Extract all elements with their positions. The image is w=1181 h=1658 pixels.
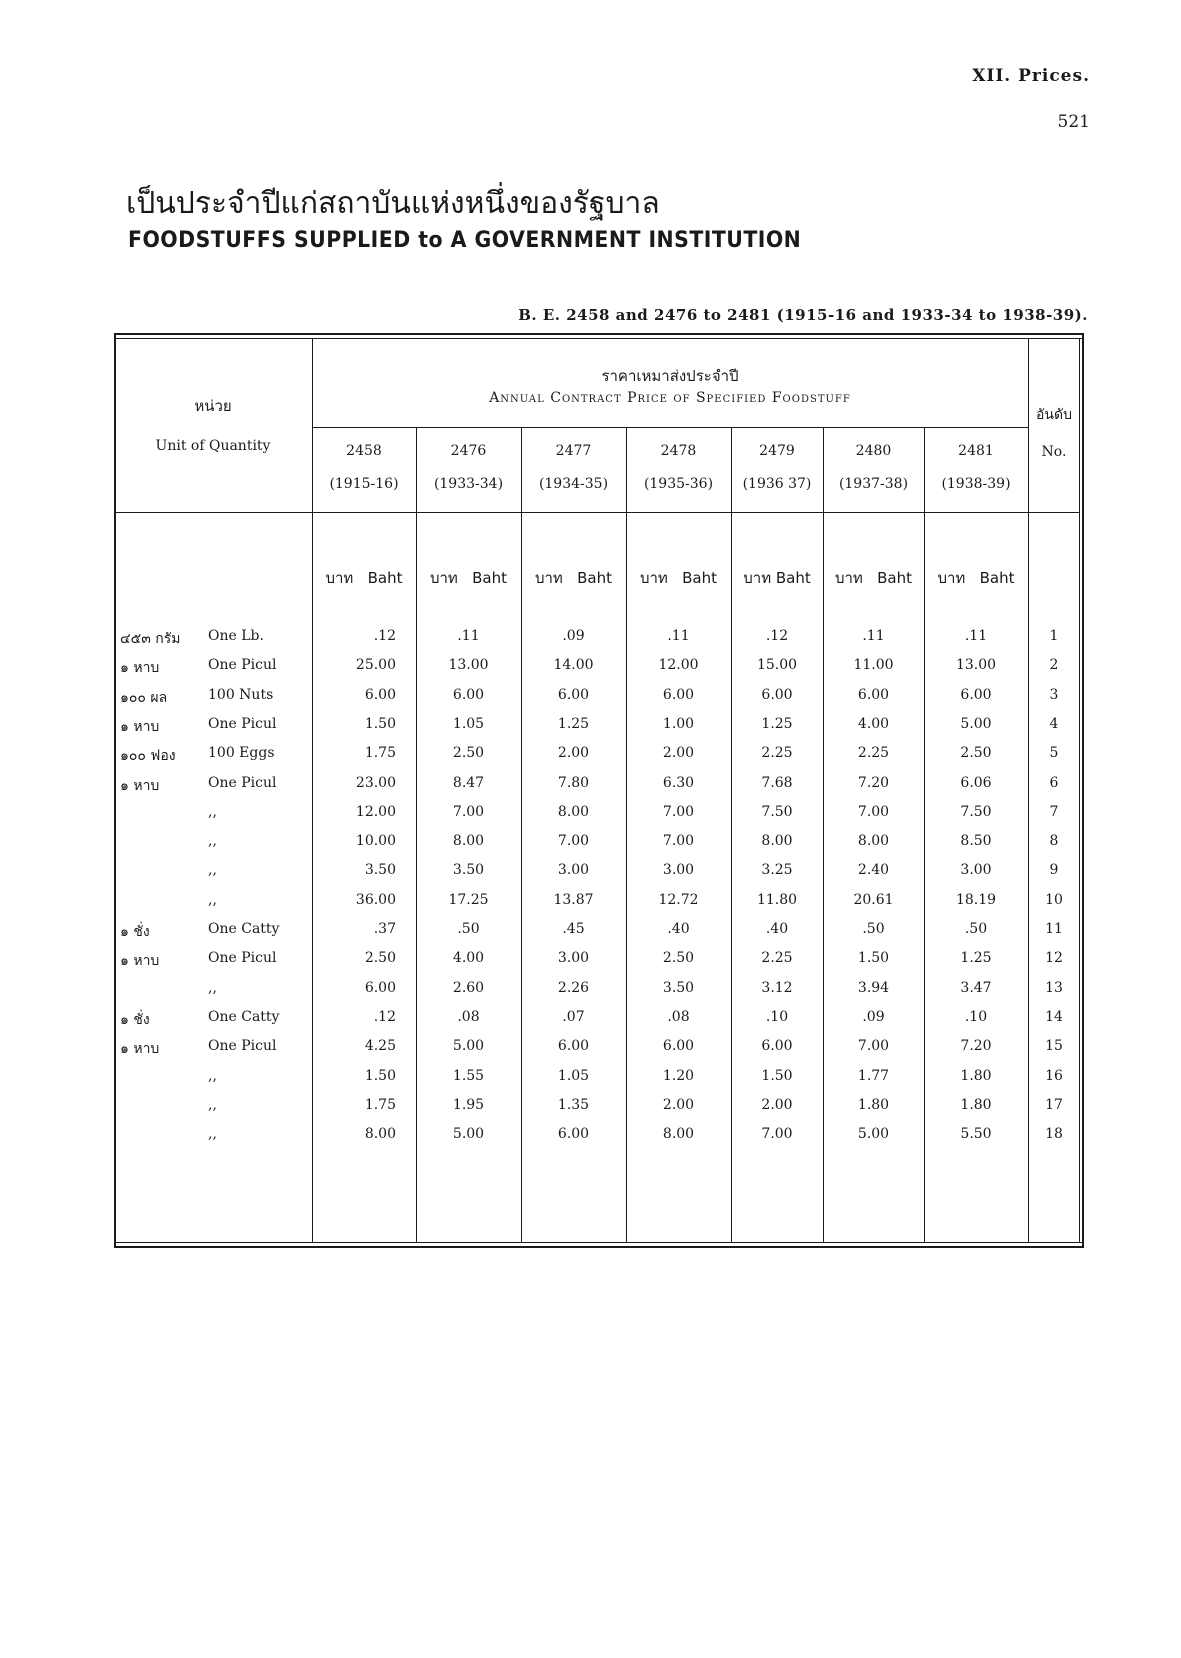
price-cell: 7.00: [452, 803, 485, 820]
price-cell: .12: [373, 1008, 396, 1025]
price-cell: 1.00: [662, 715, 695, 732]
unit-thai: ๔๕๓ กรัม: [120, 631, 181, 647]
price-cell: 1.80: [857, 1096, 890, 1113]
price-cell: 2.50: [960, 745, 992, 762]
frame-inner-bottom-rule: [114, 1242, 1084, 1243]
row-number: 7: [1049, 803, 1059, 820]
price-cell: 8.00: [761, 833, 793, 850]
price-cell: 6.00: [857, 686, 890, 703]
price-cell: 1.95: [452, 1096, 485, 1113]
price-cell: 13.87: [553, 891, 594, 908]
price-cell: 6.00: [557, 686, 590, 703]
unit-english: 100 Nuts: [208, 686, 274, 703]
price-cell: 4.00: [857, 715, 890, 732]
price-cell: 7.00: [662, 803, 695, 820]
price-cell: 7.80: [557, 774, 590, 791]
price-cell: 17.25: [448, 891, 489, 908]
unit-thai: ๑ ชั่ง: [120, 1011, 150, 1028]
price-cell: 1.05: [557, 1067, 590, 1084]
price-header-english: Annual Contract Price of Specified Foodstuff: [489, 390, 851, 406]
price-cell: 10.00: [355, 833, 396, 850]
unit-english: 100 Eggs: [208, 745, 275, 762]
unit-thai: ๑ หาบ: [120, 660, 160, 677]
currency-label: บาท Baht: [639, 569, 717, 587]
unit-header-english: Unit of Quantity: [155, 438, 271, 454]
price-cell: 1.80: [960, 1096, 992, 1113]
unit-english: One Picul: [208, 774, 277, 791]
unit-thai: ๑ หาบ: [120, 777, 160, 794]
price-cell: 7.00: [857, 1038, 890, 1055]
year-header-ad: (1936 37): [742, 476, 812, 492]
price-cell: 11.00: [853, 657, 894, 674]
price-cell: 2.26: [557, 979, 590, 996]
price-cell: 4.25: [364, 1038, 396, 1055]
unit-english: ,,: [208, 803, 217, 820]
year-header-ad: (1915-16): [329, 476, 399, 492]
price-cell: 2.00: [557, 745, 590, 762]
row-number: 1: [1049, 628, 1059, 644]
year-header-ad: (1937-38): [838, 476, 909, 492]
price-cell: 1.75: [364, 745, 396, 762]
price-cell: 1.77: [857, 1067, 890, 1084]
price-cell: 8.00: [557, 803, 590, 820]
year-header-be: 2478: [660, 443, 697, 459]
currency-label: บาท Baht: [429, 569, 507, 587]
unit-english: One Picul: [208, 1038, 277, 1055]
price-cell: 2.40: [857, 862, 890, 879]
unit-english: ,,: [208, 1126, 217, 1143]
price-cell: 1.50: [857, 950, 890, 967]
price-cell: 5.00: [452, 1038, 485, 1055]
year-header-be: 2476: [450, 443, 487, 459]
year-header-ad: (1938-39): [941, 476, 1011, 492]
price-cell: 1.55: [452, 1067, 485, 1084]
row-number: 12: [1045, 950, 1063, 967]
year-header-rule: [312, 427, 1028, 428]
price-cell: 5.00: [857, 1126, 890, 1143]
price-cell: 1.50: [364, 1067, 396, 1084]
price-cell: 1.20: [662, 1067, 695, 1084]
year-header-be: 2481: [958, 443, 994, 459]
price-cell: 23.00: [355, 774, 396, 791]
price-cell: 7.00: [857, 803, 890, 820]
price-cell: .11: [457, 628, 480, 644]
price-cell: 14.00: [553, 657, 594, 674]
price-cell: 2.50: [452, 745, 485, 762]
price-cell: 20.61: [853, 891, 894, 908]
price-cell: 7.20: [857, 774, 890, 791]
price-cell: 3.00: [557, 862, 590, 879]
price-cell: 6.00: [662, 1038, 695, 1055]
price-cell: 2.25: [857, 745, 890, 762]
unit-thai: ๑ หาบ: [120, 718, 160, 735]
year-header-be: 2477: [555, 443, 592, 459]
unit-thai: ๑๐๐ ผล: [120, 689, 168, 706]
unit-english: One Catty: [208, 1008, 280, 1025]
unit-thai: ๑ ชั่ง: [120, 924, 150, 940]
price-cell: 6.00: [662, 686, 695, 703]
price-cell: 8.50: [960, 833, 992, 850]
price-cell: 3.00: [960, 862, 992, 879]
price-cell: 13.00: [448, 657, 489, 674]
page-number: 521: [1057, 112, 1090, 132]
price-cell: 6.00: [364, 979, 396, 996]
price-cell: 7.68: [761, 774, 793, 791]
price-cell: 5.00: [452, 1126, 485, 1143]
price-cell: .09: [562, 628, 585, 644]
price-cell: 7.50: [761, 803, 793, 820]
price-cell: 8.00: [662, 1126, 695, 1143]
unit-english: ,,: [208, 862, 217, 879]
price-cell: .50: [457, 921, 480, 937]
price-cell: 3.12: [761, 979, 793, 996]
price-cell: 7.00: [662, 833, 695, 850]
row-number: 4: [1049, 715, 1059, 732]
title-thai: เป็นประจำปีแก่สถาบันแห่งหนึ่งของรัฐบาล: [126, 186, 660, 221]
price-cell: .11: [862, 628, 885, 644]
price-cell: 7.00: [557, 833, 590, 850]
unit-english: ,,: [208, 979, 217, 996]
price-cell: 6.00: [452, 686, 485, 703]
price-cell: .12: [373, 628, 396, 644]
currency-label: บาท Baht: [834, 569, 912, 587]
price-cell: 25.00: [355, 657, 396, 674]
title-english: FOODSTUFFS SUPPLIED to A GOVERNMENT INSTITUTION: [128, 228, 802, 253]
frame-inner-top-rule: [114, 338, 1084, 339]
price-cell: 6.00: [364, 686, 396, 703]
price-cell: 13.00: [955, 657, 997, 674]
row-number: 9: [1049, 862, 1059, 879]
price-cell: .37: [373, 921, 396, 937]
year-header-be: 2479: [759, 443, 795, 459]
year-header-ad: (1935-36): [643, 476, 714, 492]
row-number: 5: [1049, 745, 1059, 762]
price-cell: 8.00: [857, 833, 890, 850]
row-number: 16: [1045, 1067, 1063, 1084]
price-cell: 18.19: [955, 891, 997, 908]
unit-english: One Catty: [208, 921, 280, 937]
price-cell: 11.80: [756, 891, 798, 908]
price-cell: 3.25: [761, 862, 793, 879]
price-cell: 1.50: [364, 715, 396, 732]
row-number: 17: [1045, 1096, 1063, 1113]
price-cell: 1.05: [452, 715, 485, 732]
row-number: 8: [1049, 833, 1059, 850]
year-header-ad: (1934-35): [538, 476, 609, 492]
row-number: 14: [1045, 1008, 1063, 1025]
unit-english: ,,: [208, 891, 217, 908]
price-cell: 7.00: [761, 1126, 793, 1143]
price-cell: .10: [765, 1008, 789, 1025]
price-cell: 2.25: [761, 950, 793, 967]
price-cell: 2.00: [662, 1096, 695, 1113]
price-cell: .08: [457, 1008, 480, 1025]
price-cell: 1.25: [960, 950, 992, 967]
price-cell: 3.94: [857, 979, 890, 996]
price-cell: 12.00: [658, 657, 699, 674]
unit-english: One Picul: [208, 715, 277, 732]
price-cell: 6.00: [557, 1126, 590, 1143]
currency-label: บาท Baht: [743, 569, 811, 587]
unit-english: ,,: [208, 1067, 217, 1084]
price-cell: 3.50: [364, 862, 396, 879]
price-cell: .09: [862, 1008, 885, 1025]
header-bottom-rule: [114, 512, 1079, 513]
currency-label: บาท Baht: [534, 569, 612, 587]
year-header-be: 2480: [855, 443, 892, 459]
price-cell: 12.00: [355, 803, 396, 820]
currency-label: บาท Baht: [937, 569, 1015, 587]
no-header-thai: อันดับ: [1036, 407, 1072, 423]
price-cell: .40: [667, 921, 690, 937]
price-cell: .10: [964, 1008, 988, 1025]
price-cell: 6.06: [960, 774, 992, 791]
unit-thai: ๑๐๐ ฟอง: [120, 748, 176, 765]
price-cell: 2.00: [761, 1096, 793, 1113]
price-cell: 6.00: [960, 686, 992, 703]
price-cell: 6.30: [662, 774, 695, 791]
price-cell: 5.00: [960, 715, 992, 732]
row-number: 6: [1049, 774, 1059, 791]
unit-english: One Picul: [208, 950, 277, 967]
price-cell: 8.00: [364, 1126, 396, 1143]
price-cell: 7.20: [960, 1038, 992, 1055]
price-cell: 1.75: [364, 1096, 396, 1113]
price-cell: 12.72: [658, 891, 699, 908]
price-cell: 1.50: [761, 1067, 793, 1084]
price-cell: .08: [667, 1008, 690, 1025]
price-cell: 1.80: [960, 1067, 992, 1084]
price-cell: .45: [562, 921, 585, 937]
unit-english: ,,: [208, 1096, 217, 1113]
price-cell: .11: [667, 628, 690, 644]
price-cell: 36.00: [355, 891, 396, 908]
unit-thai: ๑ หาบ: [120, 953, 160, 970]
row-number: 10: [1045, 891, 1063, 908]
price-cell: 6.00: [761, 686, 793, 703]
price-cell: 2.60: [452, 979, 485, 996]
period-caption: B. E. 2458 and 2476 to 2481 (1915-16 and 1933-34 to 1938-39).: [518, 306, 1088, 324]
price-cell: 4.00: [452, 950, 485, 967]
price-cell: 3.00: [557, 950, 590, 967]
unit-header-thai: หน่วย: [194, 397, 232, 415]
price-cell: 5.50: [960, 1126, 992, 1143]
price-cell: 3.00: [662, 862, 695, 879]
row-number: 13: [1045, 979, 1063, 996]
price-header-thai: ราคาเหมาส่งประจำปี: [601, 367, 739, 385]
price-cell: .11: [964, 628, 988, 644]
running-head: XII. Prices.: [972, 66, 1090, 86]
price-cell: 7.50: [960, 803, 992, 820]
unit-english: One Lb.: [208, 628, 264, 644]
price-cell: 6.00: [761, 1038, 793, 1055]
price-cell: .50: [964, 921, 988, 937]
price-cell: 15.00: [756, 657, 798, 674]
unit-english: One Picul: [208, 657, 277, 674]
row-number: 11: [1045, 921, 1063, 937]
year-header-be: 2458: [346, 443, 382, 459]
price-cell: 2.25: [761, 745, 793, 762]
price-cell: 8.00: [452, 833, 485, 850]
row-number: 18: [1045, 1126, 1063, 1143]
year-header-ad: (1933-34): [433, 476, 504, 492]
price-cell: .07: [562, 1008, 585, 1025]
unit-thai: ๑ หาบ: [120, 1041, 160, 1058]
price-cell: 2.00: [662, 745, 695, 762]
price-cell: .50: [862, 921, 885, 937]
price-cell: 2.50: [364, 950, 396, 967]
no-header-english: No.: [1041, 444, 1067, 460]
price-cell: 2.50: [662, 950, 695, 967]
row-number: 15: [1045, 1038, 1063, 1055]
price-cell: 1.25: [761, 715, 793, 732]
row-number: 3: [1049, 686, 1059, 703]
currency-label: บาท Baht: [325, 569, 403, 587]
row-number: 2: [1049, 657, 1059, 674]
price-cell: 6.00: [557, 1038, 590, 1055]
price-cell: .12: [765, 628, 789, 644]
price-cell: .40: [765, 921, 789, 937]
price-cell: 3.47: [960, 979, 992, 996]
price-cell: 1.35: [557, 1096, 590, 1113]
unit-english: ,,: [208, 833, 217, 850]
price-cell: 8.47: [452, 774, 485, 791]
price-cell: 3.50: [662, 979, 695, 996]
price-cell: 3.50: [452, 862, 485, 879]
price-cell: 1.25: [557, 715, 590, 732]
